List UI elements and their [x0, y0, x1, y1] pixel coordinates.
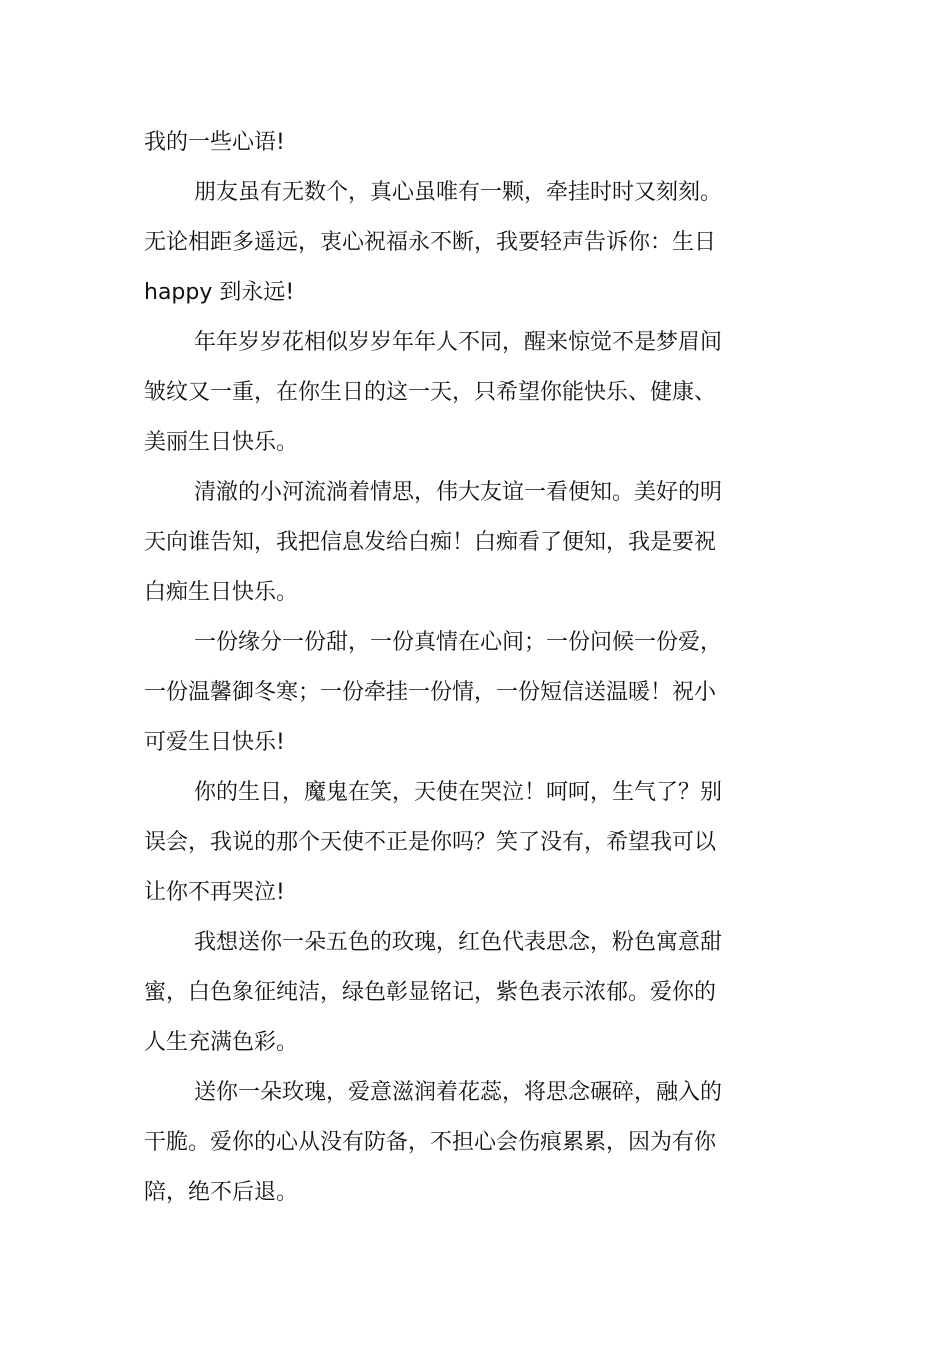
- text-line: 陪，绝不后退。: [144, 1180, 299, 1205]
- text-line: 我的一些心语!: [144, 130, 285, 155]
- text-line: 你的生日，魔鬼在笑，天使在哭泣！呵呵，生气了？别: [194, 780, 723, 805]
- text-line: 无论相距多遥远，衷心祝福永不断，我要轻声告诉你：生日: [144, 230, 717, 255]
- text-line: 可爱生日快乐!: [144, 730, 285, 755]
- text-line: 朋友虽有无数个，真心虽唯有一颗，牵挂时时又刻刻。: [194, 180, 723, 205]
- paragraph-rose: [144, 1068, 744, 1218]
- text-line: happy 到永远!: [144, 280, 295, 305]
- paragraph-five-color-rose: [144, 918, 744, 1068]
- text-line: 一份温馨御冬寒；一份牵挂一份情，一份短信送温暖！祝小: [144, 680, 717, 705]
- text-line: 干脆。爱你的心从没有防备，不担心会伤痕累累，因为有你: [144, 1130, 717, 1155]
- text-line: 一份缘分一份甜，一份真情在心间；一份问候一份爱，: [194, 630, 723, 655]
- text-line: 送你一朵玫瑰，爱意滋润着花蕊，将思念碾碎，融入的: [194, 1080, 723, 1105]
- paragraph-river: [144, 468, 744, 618]
- text-line: 我想送你一朵五色的玫瑰，红色代表思念，粉色寓意甜: [194, 930, 723, 955]
- paragraph-years: [144, 318, 744, 468]
- text-line: 清澈的小河流淌着情思，伟大友谊一看便知。美好的明: [194, 480, 723, 505]
- text-line: 误会，我说的那个天使不正是你吗？笑了没有，希望我可以: [144, 830, 717, 855]
- text-line: 皱纹又一重，在你生日的这一天，只希望你能快乐、健康、: [144, 380, 717, 405]
- text-line: 美丽生日快乐。: [144, 430, 299, 455]
- text-line: 天向谁告知，我把信息发给白痴！白痴看了便知，我是要祝: [144, 530, 717, 555]
- text-line: 让你不再哭泣!: [144, 880, 285, 905]
- text-line: 人生充满色彩。: [144, 1030, 299, 1055]
- text-line: 白痴生日快乐。: [144, 580, 299, 605]
- text-line: 年年岁岁花相似岁岁年年人不同，醒来惊觉不是梦眉间: [194, 330, 723, 355]
- paragraph-friends: [144, 168, 744, 318]
- paragraph-fate: [144, 618, 744, 768]
- text-line: 蜜，白色象征纯洁，绿色彰显铭记，紫色表示浓郁。爱你的: [144, 980, 717, 1005]
- paragraph-angel: [144, 768, 744, 918]
- document-body: [144, 118, 744, 1218]
- paragraph-intro: [144, 118, 744, 168]
